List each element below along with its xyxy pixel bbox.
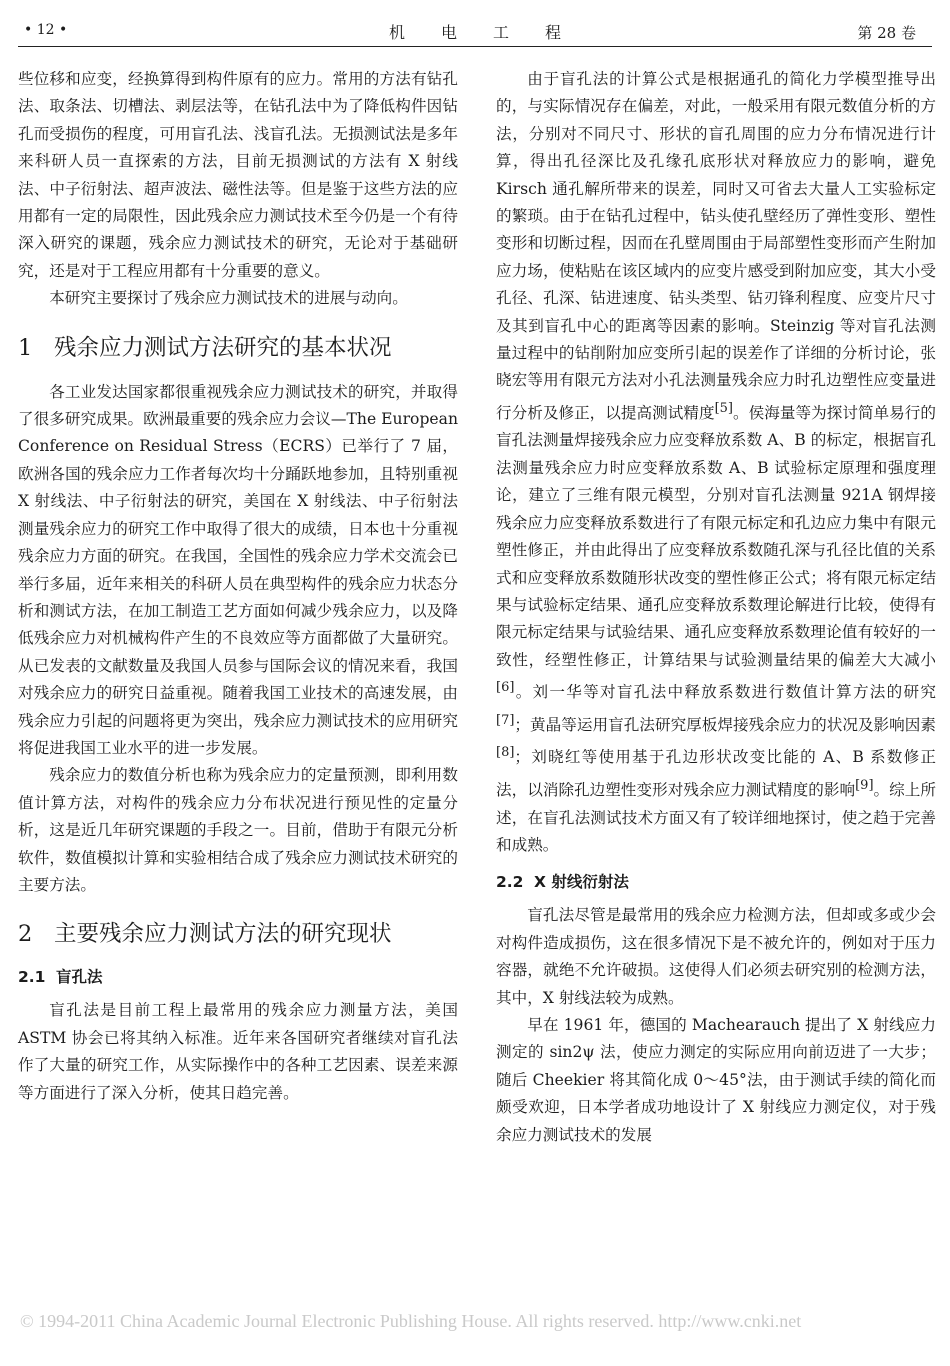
page-number: • 12 • xyxy=(24,22,68,38)
section-heading-1 xyxy=(18,333,458,363)
paragraph-with-citations: 由于盲孔法的计算公式是根据通孔的简化力学模型推导出的，与实际情况存在偏差，对此，一般采用有限元数值分析的方法，分别对不同尺寸、形状的盲孔周围的应力分布情况进行计算，得出孔径深比及孔缘孔底形状对释放应力的影响，避免 Kirsch 通孔解所带来的误差，同时又可省去大量人工实验标定的繁琐。由于在钻孔过程中，钻头使孔壁经历了弹性变形、塑性变形和切断过程，因而在孔壁周围由于局部塑性变形而产生附加应力场，使粘贴在该区域内的应变片感受到附加应变，其大小受孔径、孔深、钻进速度、钻头类型、钻刃锋利程度、应变片尺寸及其到盲孔中心的距离等因素的影响。Steinzig 等对盲孔法测量过程中的钻削附加应变所引起的误差作了详细的分析讨论，张晓宏等用有限元方法对小孔法测量残余应力时孔边塑性应变量进行分析及修正，以提高测试精度[5]。侯海量等为探讨简单易行的盲孔法测量焊接残余应力应变释放系数 A、B 的标定，根据盲孔法测量残余应力时应变释放系数 A、B 试验标定原理和强度理论，建立了三维有限元模型，分别对盲孔法测量 921A 钢焊接残余应力应变释放系数进行了有限元标定和孔边应力集中有限元塑性修正，并由此得出了应变释放系数随孔深与孔径比值的关系式和应变释放系数随形状改变的塑性修正公式；将有限元标定结果与试验标定结果、通孔应变释放系数理论解进行比较，使得有限元标定结果与试验结果、通孔应变释放系数理论值有较好的一致性，经塑性修正，计算结果与试验测量结果的偏差大大减小[6]。刘一华等对盲孔法中释放系数进行数值计算方法的研究[7]；黄晶等运用盲孔法研究厚板焊接残余应力的状况及影响因素[8]；刘晓红等使用基于孔边形状改变比能的 A、B 系数修正法，以消除孔边塑性变形对残余应力测试精度的影响[9]。综上所述，在盲孔法测试技术方面又有了较详细地探讨，使之趋于完善和成熟。 xyxy=(496,70,936,854)
subsection-title: 盲孔法 xyxy=(56,968,103,987)
section-title: 主要残余应力测试方法的研究现状 xyxy=(54,921,392,948)
volume-label: 第 28 卷 xyxy=(857,24,916,42)
journal-title: 机电工程 xyxy=(388,23,597,42)
citation: [6] xyxy=(496,680,515,696)
citation: [8] xyxy=(496,745,515,761)
section-heading-2 xyxy=(18,919,458,949)
header-rule xyxy=(18,46,932,47)
subsection-number: 2.1 xyxy=(18,968,46,987)
paragraph: 些位移和应变，经换算得到构件原有的应力。常用的方法有钻孔法、取条法、切槽法、剥层法等，在钻孔法中为了降低构件因钻孔而受损伤的程度，可用盲孔法、浅盲孔法。无损测试法是多年来科研人员一直探索的方法，目前无损测试的方法有 X 射线法、中子衍射法、超声波法、磁性法等。但是鉴于这些方法的应用都有一定的局限性，因此残余应力测试技术至今仍是一个有待深入研究的课题，残余应力测试技术的研究，无论对于基础研究，还是对于工程应用都有十分重要的意义。 xyxy=(18,70,458,280)
subsection-number: 2.2 xyxy=(496,873,524,892)
left-column xyxy=(18,66,458,1356)
watermark: © 1994-2011 China Academic Journal Electronic Publishing House. All rights reserved. http://www.cnki.net xyxy=(20,1311,802,1331)
section-title: 残余应力测试方法研究的基本状况 xyxy=(54,334,392,361)
subsection-title: X 射线衍射法 xyxy=(534,873,629,892)
page-header xyxy=(0,0,950,50)
citation: [9] xyxy=(855,777,874,793)
citation: [7] xyxy=(496,712,515,728)
paragraph: 本研究主要探讨了残余应力测试技术的进展与动向。 xyxy=(49,289,408,308)
section-number: 2 xyxy=(18,921,33,948)
section-number: 1 xyxy=(18,334,33,361)
paragraph: 各工业发达国家都很重视残余应力测试技术的研究，并取得了很多研究成果。欧洲最重要的残余应力会议—The European Conference on Residual Stress（ECRS）已举行了 7 届，欧洲各国的残余应力工作者每次均十分踊跃地参加，且特别重视 X 射线法、中子衍射法的研究，美国在 X 射线法、中子衍射法测量残余应力的研究工作中取得了很大的成绩，日本也十分重视残余应力方面的研究。在我国，全国性的残余应力学术交流会已举行多届，近年来相关的科研人员在典型构件的残余应力状态分析和测试方法，在加工制造工艺方面如何减少残余应力，以及降低残余应力对机械构件产生的不良效应等方面都做了大量研究。从已发表的文献数量及我国人员参与国际会议的情况来看，我国对残余应力的研究日益重视。随着我国工业技术的高速发展，由残余应力引起的问题将更为突出，残余应力测试技术的应用研究将促进我国工业水平的进一步发展。 xyxy=(18,382,458,757)
right-column xyxy=(496,66,936,1356)
paragraph: 盲孔法尽管是最常用的残余应力检测方法，但却或多或少会对构件造成损伤，这在很多情况下是不被允许的，例如对于压力容器，就绝不允许破损。这使得人们必须去研究别的检测方法，其中，X 射线法较为成熟。 xyxy=(496,906,936,1007)
subsection-heading-2-1 xyxy=(18,965,458,989)
citation: [5] xyxy=(714,400,734,416)
paragraph: 残余应力的数值分析也称为残余应力的定量预测，即利用数值计算方法，对构件的残余应力分布状况进行预见性的定量分析，这是近几年研究课题的手段之一。目前，借助于有限元分析软件，数值模拟计算和实验相结合成了残余应力测试技术研究的主要方法。 xyxy=(18,766,458,894)
subsection-heading-2-2 xyxy=(496,870,936,894)
paragraph: 盲孔法是目前工程上最常用的残余应力测量方法，美国 ASTM 协会已将其纳入标准。近年来各国研究者继续对盲孔法作了大量的研究工作，从实际操作中的各种工艺因素、误差来源等方面进行了深入分析，使其日趋完善。 xyxy=(18,1001,458,1102)
paragraph: 早在 1961 年，德国的 Machearauch 提出了 X 射线应力测定的 sin2ψ 法，使应力测定的实际应用向前迈进了一大步；随后 Cheekier 将其简化成 0～45°法，由于测试手续的简化而颇受欢迎，日本学者成功地设计了 X 射线应力测定仪，对于残余应力测试技术的发展 xyxy=(496,1015,936,1144)
